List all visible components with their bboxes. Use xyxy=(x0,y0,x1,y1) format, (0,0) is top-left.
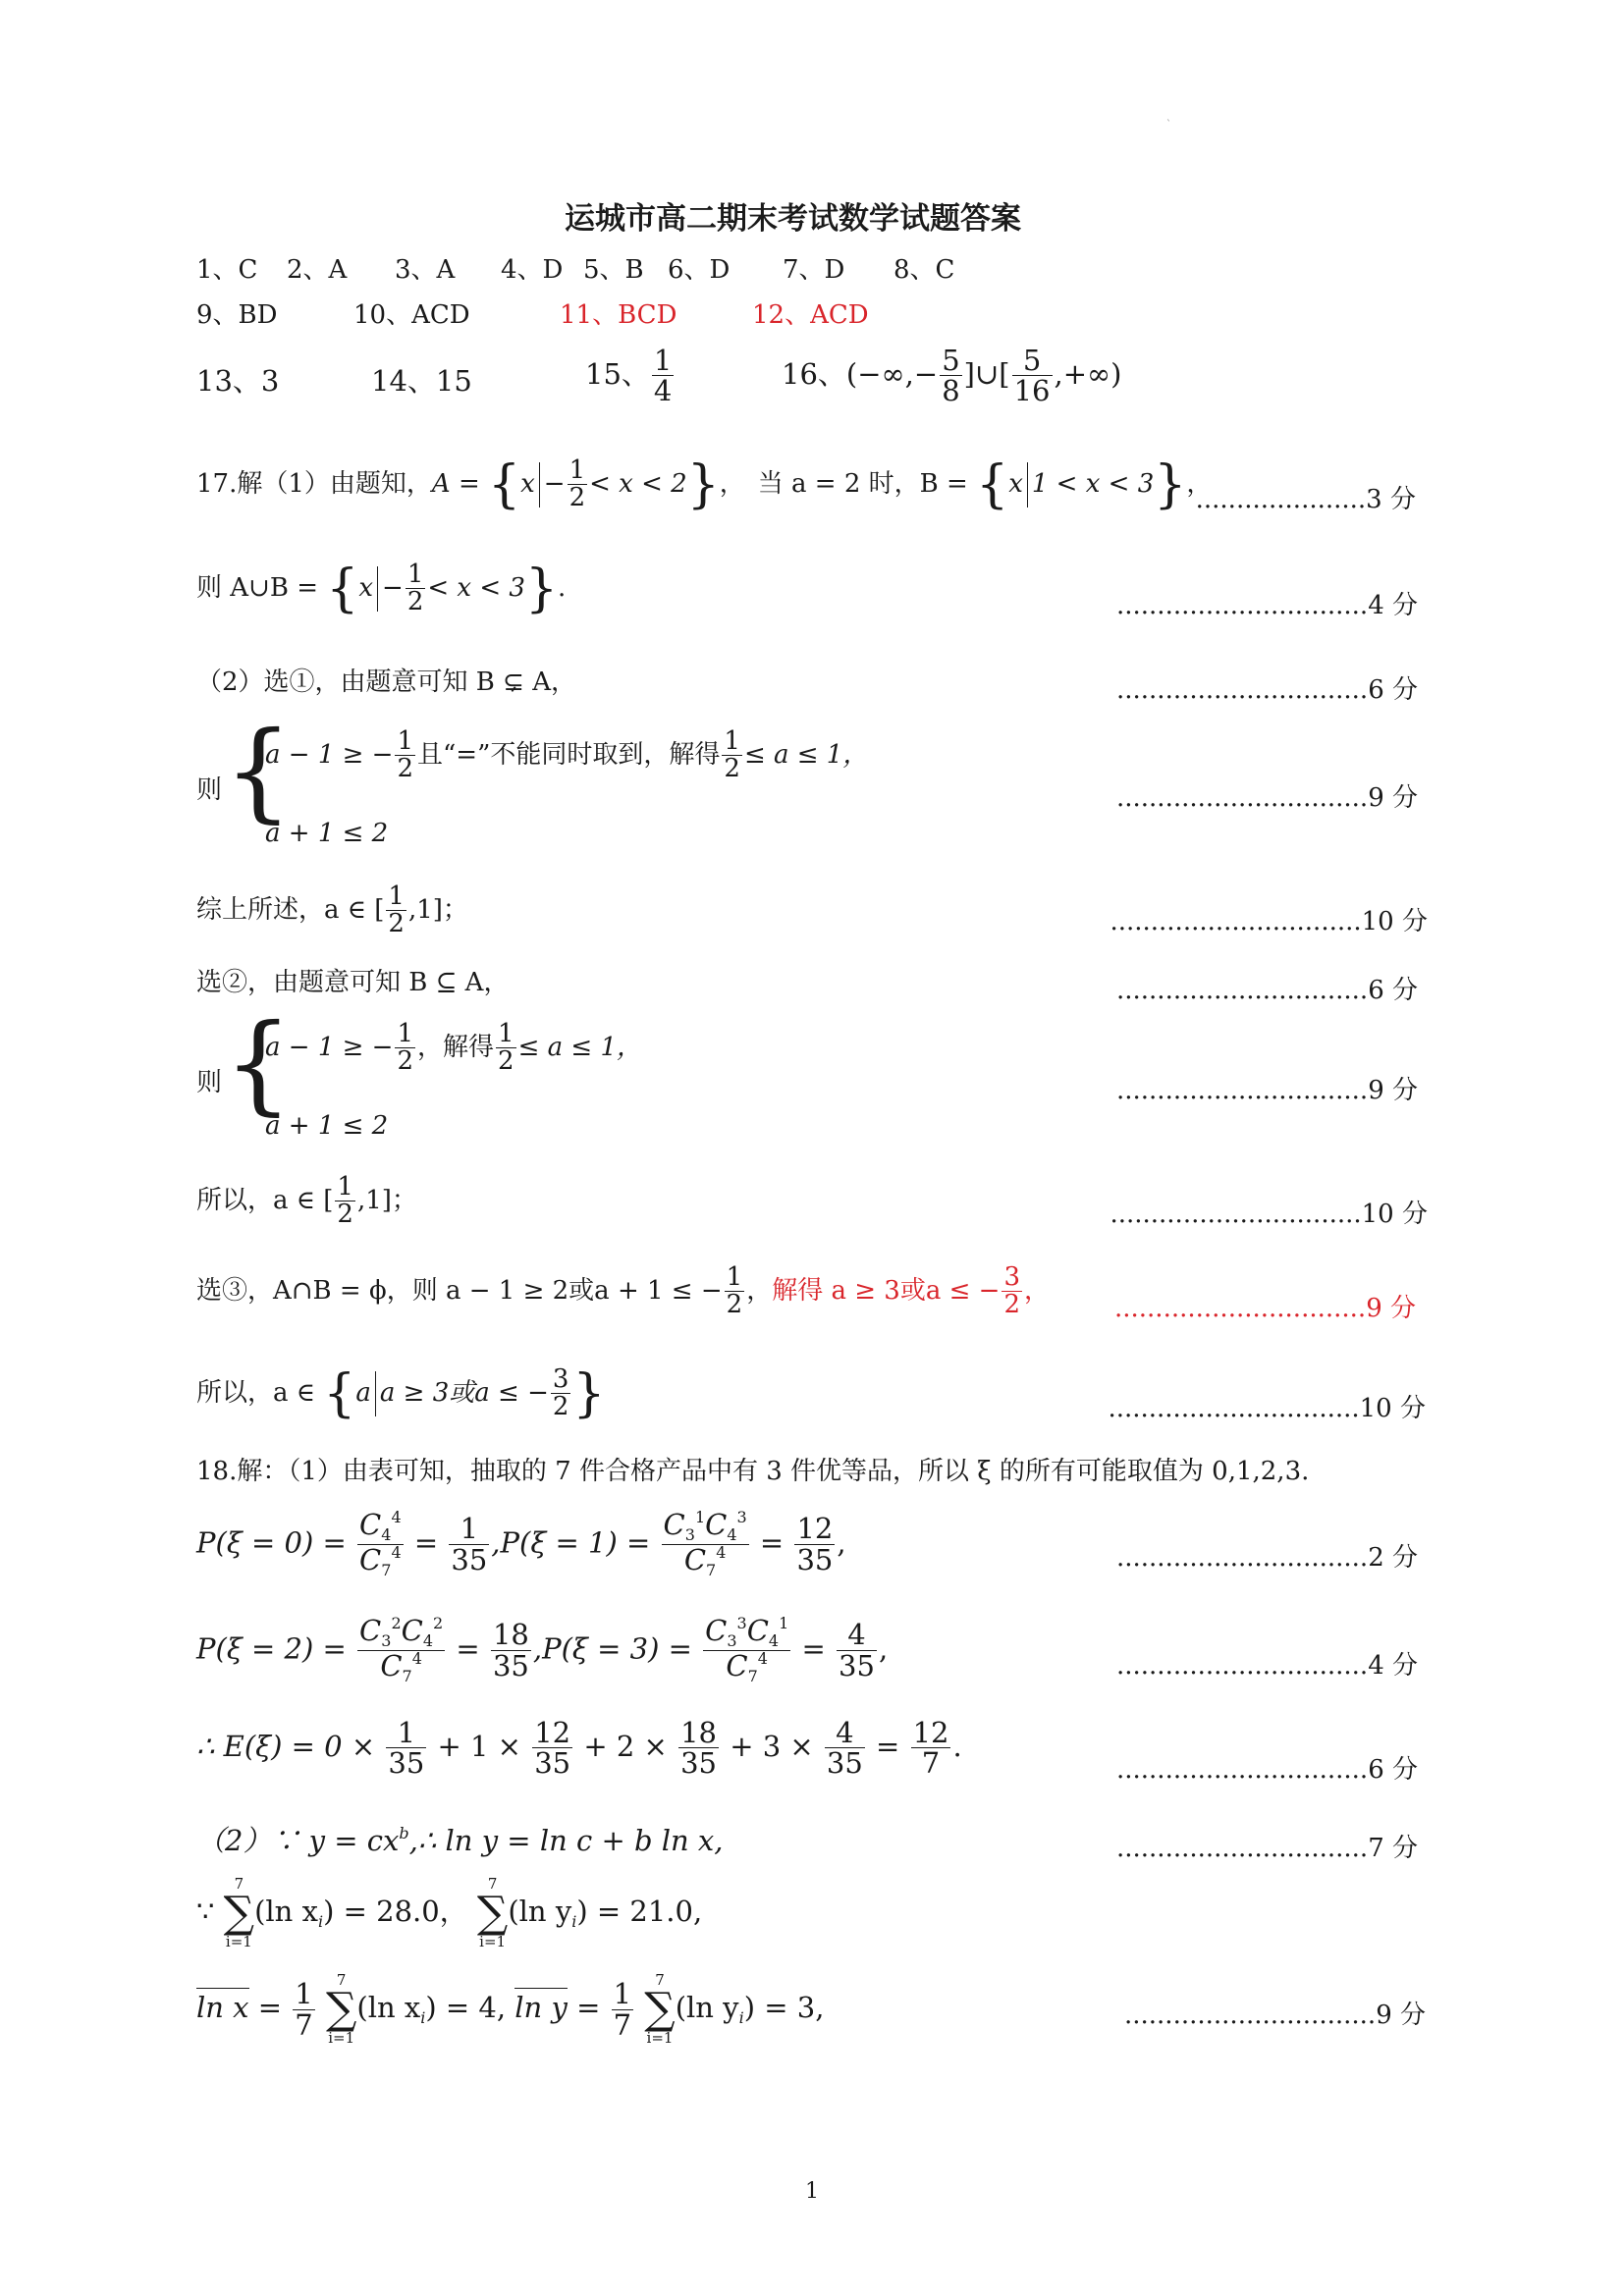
fraction-4-35: $\frac{4}{35}$ xyxy=(839,1618,875,1682)
set-bar xyxy=(1027,462,1028,507)
points-2: ...............................2 分 xyxy=(1115,1543,1418,1573)
points-10: ...............................10 分 xyxy=(1108,1394,1426,1423)
fraction-18-35: $\frac{18}{35}$ xyxy=(680,1716,717,1781)
fraction-5-8: $\frac{5}{8}$ xyxy=(942,344,960,408)
right-brace: } xyxy=(1154,454,1187,514)
q18-probabilities-0-1: P(ξ = 0) = $\frac{C_4^4}{C_7^4}$ = $\frac{1}{35}$ ,P(ξ = 1) = $\frac{C_3^1C_4^3}{C_7^4}$ = $\frac{12}{35}$ , xyxy=(196,1508,846,1579)
fraction-12-35: $\frac{12}{35}$ xyxy=(534,1716,571,1781)
points-3: .....................3 分 xyxy=(1195,485,1416,514)
q18-line-1: 18.解：（1）由表可知，抽取的 7 件合格产品中有 3 件优等品，所以 ξ 的所有可能取值为 0,1,2,3. xyxy=(196,1457,1310,1486)
q18-expectation: ∴ E(ξ) = 0 × $\frac{1}{35}$ + 1 × $\frac{12}{35}$ + 2 × $\frac{18}{35}$ + 3 × $\frac{4}{35}$ = $\frac{12}{7}$ . xyxy=(196,1716,962,1781)
mc-answer-4: 4、D xyxy=(501,255,564,285)
q17-line-10: 所以，a ∈ {a a ≥ 3或a ≤ − $\frac{3}{2}$ } xyxy=(196,1363,606,1423)
mc-answer-1: 1、C xyxy=(196,255,258,285)
q17-line-3: （2）选①，由题意可知 B ⊊ A， xyxy=(196,667,577,697)
points-4: ...............................4 分 xyxy=(1115,1651,1418,1681)
answer-16-label: 16、 xyxy=(782,356,846,391)
page-title: 运城市高二期末考试数学试题答案 xyxy=(565,201,1021,237)
set-bar xyxy=(375,1371,376,1416)
fraction-1-7: $\frac{1}{7}$ xyxy=(295,1977,313,2042)
right-brace: } xyxy=(686,454,720,514)
fraction-c33c41-c74: $\frac{C_3^3C_4^1}{C_7^4}$ xyxy=(705,1614,789,1685)
mc-answer-5: 5、B xyxy=(583,255,644,285)
q17-line-2: 则 A∪B = {x − $\frac{1}{2}$ < x < 3}. xyxy=(196,559,567,618)
mc-answer-10: 10、ACD xyxy=(353,300,470,330)
fraction-12-35: $\frac{12}{35}$ xyxy=(796,1512,834,1576)
points-6: ...............................6 分 xyxy=(1115,675,1418,705)
q17-line-1: 17.解（1）由题知，A = {x − $\frac{1}{2}$ < x < 2}， 当 a = 2 时，B = {x 1 < x < 3}， xyxy=(196,454,1213,514)
mc-answer-8: 8、C xyxy=(893,255,955,285)
fraction-3-2: $\frac{3}{2}$ xyxy=(552,1364,569,1422)
fraction-4-35: $\frac{4}{35}$ xyxy=(826,1716,863,1781)
points-10: ...............................10 分 xyxy=(1110,907,1428,936)
fraction-1-2: $\frac{1}{2}$ xyxy=(498,1019,514,1077)
fraction-12-7: $\frac{12}{7}$ xyxy=(912,1716,949,1781)
left-brace: { xyxy=(488,454,521,514)
mc-answer-2: 2、A xyxy=(287,255,348,285)
points-6: ...............................6 分 xyxy=(1115,1755,1418,1785)
points-9: ...............................9 分 xyxy=(1115,1076,1418,1105)
summation-symbol: 7 ∑ i=1 xyxy=(325,1971,357,2047)
points-9-red: ...............................9 分 xyxy=(1113,1294,1416,1323)
fraction-1-2: $\frac{1}{2}$ xyxy=(568,455,586,513)
mc-answer-12: 12、ACD xyxy=(752,300,869,330)
set-bar xyxy=(377,566,378,612)
q17-system-2-row-1: a − 1 ≥ − $\frac{1}{2}$ ，解得 $\frac{1}{2}$ ≤ a ≤ 1， xyxy=(265,1019,642,1077)
right-brace: } xyxy=(524,559,559,618)
fraction-18-35: $\frac{18}{35}$ xyxy=(492,1618,529,1682)
q18-line-5: （2）∵ $y = cx^b,\therefore$ ln y = ln c + b ln x, xyxy=(196,1824,724,1857)
q17-system-1-row-2: a + 1 ≤ 2 xyxy=(265,819,389,848)
q17-line-9: 选③，A∩B = ϕ，则 a − 1 ≥ 2或a + 1 ≤ − $\frac{1}{2}$ ，解得 a ≥ 3或a ≤ − $\frac{3}{2}$ ， xyxy=(196,1262,1051,1320)
mc-answer-6: 6、D xyxy=(668,255,731,285)
mean-ln-y: ln y xyxy=(514,1988,568,2024)
system-brace: { xyxy=(224,1000,293,1126)
summation-symbol: 7 ∑ i=1 xyxy=(223,1875,255,1950)
fraction-1-2: $\frac{1}{2}$ xyxy=(397,726,414,784)
mean-ln-x: ln x xyxy=(196,1988,249,2024)
fraction-c44-c74: $\frac{C_4^4}{C_7^4}$ xyxy=(359,1508,402,1579)
fraction-1-4: $\frac{1}{4}$ xyxy=(653,344,673,408)
fraction-1-2: $\frac{1}{2}$ xyxy=(406,560,424,617)
points-4: ...............................4 分 xyxy=(1115,591,1418,620)
q17-line-5: 综上所述，a ∈ [ $\frac{1}{2}$ ,1]； xyxy=(196,881,468,939)
q17-system-1-label: 则 xyxy=(196,775,223,805)
margin-mark: ` xyxy=(1166,120,1171,131)
points-6: ...............................6 分 xyxy=(1115,976,1418,1005)
fraction-1-2: $\frac{1}{2}$ xyxy=(726,1262,743,1320)
page-number: 1 xyxy=(805,2179,819,2204)
right-brace: } xyxy=(572,1363,606,1423)
points-10: ...............................10 分 xyxy=(1110,1200,1428,1229)
fraction-1-2: $\frac{1}{2}$ xyxy=(724,726,740,784)
system-brace: { xyxy=(224,708,293,833)
fraction-1-35: $\frac{1}{35}$ xyxy=(388,1716,425,1781)
q17-system-2-label: 则 xyxy=(196,1068,223,1097)
answer-14: 14、15 xyxy=(371,364,472,398)
points-9: ...............................9 分 xyxy=(1115,783,1418,813)
q18-line-6: ∵ 7 ∑ i=1 (ln $x_i) = 28.0$， 7 ∑ i=1 (ln $y_i) = 21.0$, xyxy=(196,1875,703,1950)
summation-symbol: 7 ∑ i=1 xyxy=(476,1875,509,1950)
left-brace: { xyxy=(976,454,1009,514)
q17-line-8: 所以，a ∈ [ $\frac{1}{2}$ ,1]； xyxy=(196,1172,417,1230)
q17-system-2-row-2: a + 1 ≤ 2 xyxy=(265,1111,389,1141)
points-9: ...............................9 分 xyxy=(1123,2001,1426,2030)
fraction-c32c42-c74: $\frac{C_3^2C_4^2}{C_7^4}$ xyxy=(359,1614,444,1685)
q18-line-7: ln x = $\frac{1}{7}$ 7 ∑ i=1 (ln $x_i) = 4$, ln y = $\frac{1}{7}$ 7 ∑ i=1 (ln $y_i) = 3$, xyxy=(196,1971,825,2047)
set-bar xyxy=(539,462,540,507)
fraction-1-2: $\frac{1}{2}$ xyxy=(388,881,405,939)
mc-answer-3: 3、A xyxy=(395,255,456,285)
fraction-3-2: $\frac{3}{2}$ xyxy=(1003,1262,1020,1320)
fraction-c31c43-c74: $\frac{C_3^1C_4^3}{C_7^4}$ xyxy=(663,1508,747,1579)
mc-answer-11: 11、BCD xyxy=(560,300,677,330)
fraction-5-16: $\frac{5}{16}$ xyxy=(1013,344,1051,408)
summation-symbol: 7 ∑ i=1 xyxy=(644,1971,676,2047)
fraction-1-2: $\frac{1}{2}$ xyxy=(397,1019,414,1077)
answer-15-label: 15、 xyxy=(585,356,650,391)
q18-probabilities-2-3: P(ξ = 2) = $\frac{C_3^2C_4^2}{C_7^4}$ = $\frac{18}{35}$ ,P(ξ = 3) = $\frac{C_3^3C_4^1}{C_7^4}$ = $\frac{4}{35}$ , xyxy=(196,1614,889,1685)
left-brace: { xyxy=(326,559,359,618)
q17-line-6: 选②，由题意可知 B ⊆ A， xyxy=(196,968,510,997)
answer-15 xyxy=(585,346,676,406)
points-7: ...............................7 分 xyxy=(1115,1834,1418,1863)
fraction-1-7: $\frac{1}{7}$ xyxy=(613,1977,632,2042)
q17-system-1-row-1: a − 1 ≥ − $\frac{1}{2}$ 且“=”不能同时取到，解得 $\frac{1}{2}$ ≤ a ≤ 1， xyxy=(265,726,869,784)
fraction-1-2: $\frac{1}{2}$ xyxy=(337,1172,353,1230)
left-brace: { xyxy=(323,1363,356,1423)
answer-13: 13、3 xyxy=(196,364,280,398)
mc-answer-7: 7、D xyxy=(783,255,845,285)
answer-16: 16、(−∞,− $\frac{5}{8}$ ]∪[ $\frac{5}{16}$ ,+∞) xyxy=(782,344,1122,408)
mc-answer-9: 9、BD xyxy=(196,300,278,330)
fraction-1-35: $\frac{1}{35}$ xyxy=(451,1512,488,1576)
